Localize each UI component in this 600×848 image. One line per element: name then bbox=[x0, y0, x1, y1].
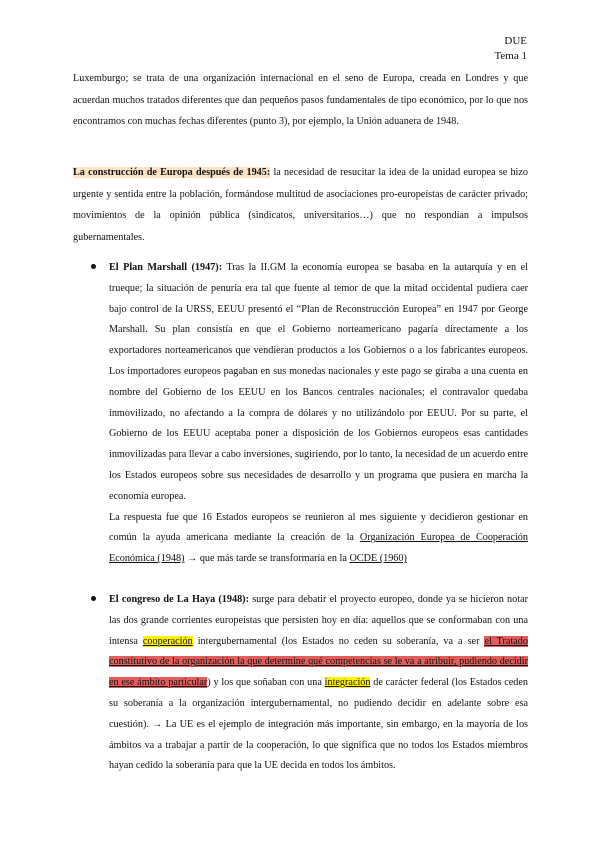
integracion-highlight: integración bbox=[324, 677, 371, 689]
ocde-link: OCDE (1960) bbox=[349, 553, 407, 565]
la-haya-text-4: de carácter federal (los Estados ceden su soberanía a la organización intergubernamental, no pudiendo decidir en adelante sobre esa cuestión). → La UE es el ejemplo de integración más importante, sin embargo, en la mayoría de los ámbitos va a trabajar a partir de la cooperación, lo que significa que no todos los Estados miembros hayan cedido la soberanía para que la UE decida en todos los ámbitos. bbox=[109, 677, 529, 772]
bullet-dot-icon bbox=[91, 264, 96, 269]
oece-link: Organización Europea de Cooperación Económica (1948) bbox=[109, 532, 528, 565]
cooperacion-highlight: cooperación bbox=[142, 635, 193, 647]
marshall-text: Tras la II.GM la economía europea se basaba en la autarquía y en el trueque; la situación de penuria era tal que fuente al temor de que la mitad occidental pudiera caer bajo control de la URSS, EEUU presentó el “Plan de Reconstrucción Europea” en 1947 por George Marshall. Su plan consistía en que el Gobierno norteamericano pagaría directamente a los exportadores norteamericanos que vendieran productos a los Gobiernos o a los fabricantes europeos. Los importadores europeos pagaban en sus monedas nacionales y este pago se giraba a una cuenta en nombre del Gobierno de los EEUU en los Bancos centrales nacionales; el contravalor quedaba inmovilizado, no afectando a la compra de dólares y no utilizándolo por EEUU. Por su parte, el Gobierno de los EEUU aceptaba poner a disposición de los Gobiernos europeos esas cantidades inmovilizadas para llevar a cabo inversiones, sugiriendo, por lo tanto, la necesidad de un acuerdo entre los Estados europeos sobre sus necesidades de desarrollo y un programa que pusiera en marcha la economía europea. bbox=[109, 262, 528, 502]
la-haya-paragraph bbox=[109, 590, 528, 777]
page-header bbox=[494, 34, 527, 64]
marshall-response-text: La respuesta fue que 16 Estados europeos se reunieron al mes siguiente y decidieron gestionar en común la ayuda americana mediante la creación de la bbox=[109, 511, 528, 544]
construccion-text: la necesidad de resucitar la idea de la unidad europea se hizo urgente y sentida entre la población, formándose multitud de asociaciones pro-europeístas de carácter privado; movimientos de la opinión pública (sindicatos, universitarios…) que no respondían a impulsos gubernamentales. bbox=[73, 167, 528, 243]
construccion-heading: La construcción de Europa después de 1945: bbox=[73, 167, 271, 178]
marshall-heading: El Plan Marshall (1947): bbox=[109, 262, 223, 273]
marshall-arrow-text: → que más tarde se transformaría en la bbox=[184, 553, 350, 565]
construccion-paragraph bbox=[73, 162, 528, 248]
bullet-dot-icon bbox=[91, 596, 96, 601]
topic-label: Tema 1 bbox=[494, 50, 527, 62]
intro-paragraph: Luxemburgo; se trata de una organización internacional en el seno de Europa, creada en Londres y que acuerdan muchos tratados diferentes que dan pequeños pasos fundamentales de tipo económico, por lo que nos encontramos con muchas fechas diferentes (punto 3), por ejemplo, la Unión aduanera de 1948. bbox=[73, 73, 528, 127]
tratado-highlight: el Tratado constitutivo de la organización la que determine qué competencias se le va a atribuir, pudiendo decidir en ese ámbito particular bbox=[109, 635, 528, 689]
list-item-la-haya bbox=[73, 590, 528, 777]
bullet-list bbox=[73, 258, 528, 777]
course-label: DUE bbox=[504, 35, 527, 47]
la-haya-heading: El congreso de La Haya (1948): bbox=[109, 593, 249, 605]
marshall-paragraph bbox=[109, 258, 528, 508]
la-haya-text-1: surge para debatir el proyecto europeo, donde ya se hicieron notar las dos grande corrientes europeístas que persisten hoy en día: aquellos que se conformaban con una intensa bbox=[109, 593, 528, 647]
list-item-marshall bbox=[73, 258, 528, 570]
la-haya-text-2: intergubernamental (los Estados no ceden su soberanía, va a ser bbox=[192, 635, 485, 647]
la-haya-text-3: ) y los que soñaban con una bbox=[207, 677, 325, 689]
marshall-response bbox=[109, 508, 528, 570]
